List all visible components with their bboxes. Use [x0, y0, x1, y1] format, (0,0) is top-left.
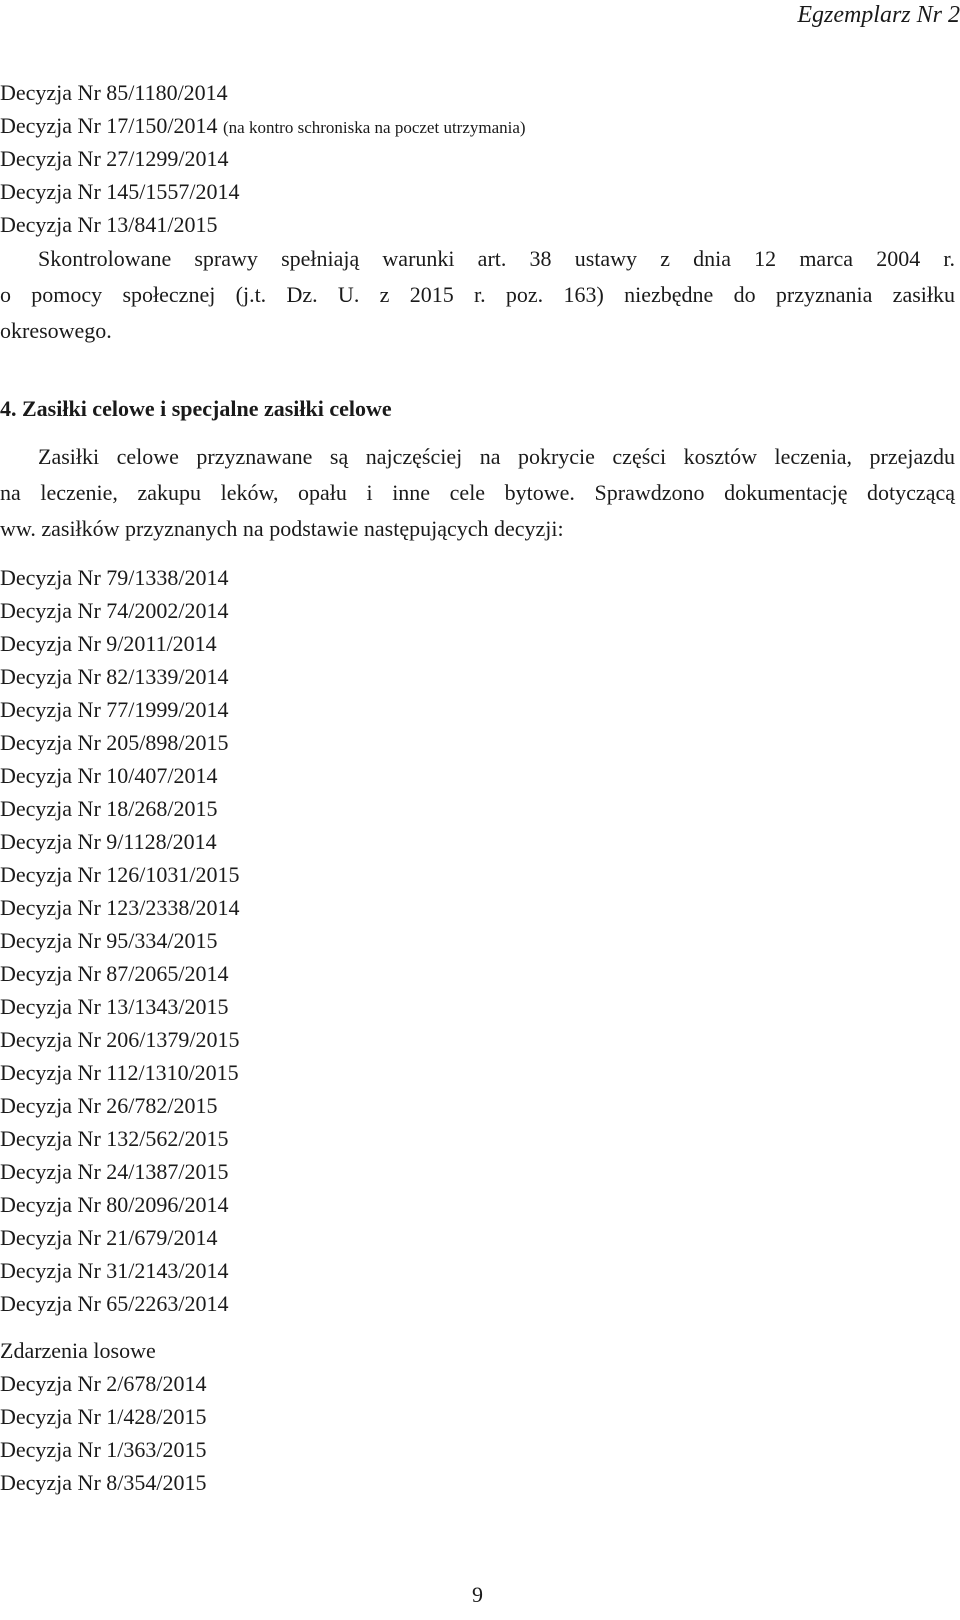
random-events-section [0, 1334, 955, 1499]
list-item: Decyzja Nr 87/2065/2014 [0, 961, 229, 986]
list-item: Decyzja Nr 26/782/2015 [0, 1093, 218, 1118]
list-item: Decyzja Nr 21/679/2014 [0, 1225, 218, 1250]
list-item: Decyzja Nr 10/407/2014 [0, 763, 218, 788]
paragraph-conclusion: Skontrolowane sprawy spełniają warunki art. 38 ustawy z dnia 12 marca 2004 r. o pomocy społecznej (j.t. Dz. U. z 2015 r. poz. 163) niezbędne do przyznania zasiłku okresowego. [0, 246, 955, 343]
list-item: Decyzja Nr 82/1339/2014 [0, 664, 229, 689]
list-item: Decyzja Nr 132/562/2015 [0, 1126, 229, 1151]
list-item: Decyzja Nr 80/2096/2014 [0, 1192, 229, 1217]
list-item: Decyzja Nr 24/1387/2015 [0, 1159, 229, 1184]
list-item: Decyzja Nr 206/1379/2015 [0, 1027, 240, 1052]
section-paragraph: Zasiłki celowe przyznawane są najczęściej na pokrycie części kosztów leczenia, przejazdu na leczenie, zakupu leków, opału i inne cele bytowe. Sprawdzono dokumentację dotyczącą ww. zasiłków przyznanych na podstawie następujących decyzji: [0, 444, 955, 541]
list-item: Decyzja Nr 9/2011/2014 [0, 631, 217, 656]
list-item: Decyzja Nr 1/428/2015 [0, 1404, 207, 1429]
list-item: Decyzja Nr 13/1343/2015 [0, 994, 229, 1019]
list-item: Decyzja Nr 9/1128/2014 [0, 829, 217, 854]
list-item: Decyzja Nr 85/1180/2014 [0, 80, 228, 105]
random-events-title: Zdarzenia losowe [0, 1338, 156, 1363]
copy-label: Egzemplarz Nr 2 [797, 2, 960, 28]
page-number: 9 [472, 1582, 483, 1607]
list-item: Decyzja Nr 31/2143/2014 [0, 1258, 229, 1283]
list-item: Decyzja Nr 17/150/2014 (na kontro schroniska na poczet utrzymania) [0, 113, 526, 138]
list-item: Decyzja Nr 8/354/2015 [0, 1470, 207, 1495]
list-item: Decyzja Nr 145/1557/2014 [0, 179, 240, 204]
list-item: Decyzja Nr 126/1031/2015 [0, 862, 240, 887]
list-item: Decyzja Nr 65/2263/2014 [0, 1291, 229, 1316]
list-item: Decyzja Nr 205/898/2015 [0, 730, 229, 755]
list-item: Decyzja Nr 18/268/2015 [0, 796, 218, 821]
list-item: Decyzja Nr 77/1999/2014 [0, 697, 229, 722]
list-item: Decyzja Nr 2/678/2014 [0, 1371, 207, 1396]
list-item: Decyzja Nr 95/334/2015 [0, 928, 218, 953]
list-item-note: (na kontro schroniska na poczet utrzymania) [223, 118, 526, 137]
list-item: Decyzja Nr 79/1338/2014 [0, 565, 229, 590]
list-item: Decyzja Nr 112/1310/2015 [0, 1060, 239, 1085]
section-heading: 4. Zasiłki celowe i specjalne zasiłki celowe [0, 396, 392, 421]
list-item: Decyzja Nr 123/2338/2014 [0, 895, 240, 920]
decision-list-2 [0, 561, 955, 1320]
decision-list-1 [0, 76, 955, 241]
list-item: Decyzja Nr 27/1299/2014 [0, 146, 229, 171]
list-item: Decyzja Nr 74/2002/2014 [0, 598, 229, 623]
document-body [0, 76, 955, 1499]
list-item: Decyzja Nr 1/363/2015 [0, 1437, 207, 1462]
list-item: Decyzja Nr 13/841/2015 [0, 212, 218, 237]
